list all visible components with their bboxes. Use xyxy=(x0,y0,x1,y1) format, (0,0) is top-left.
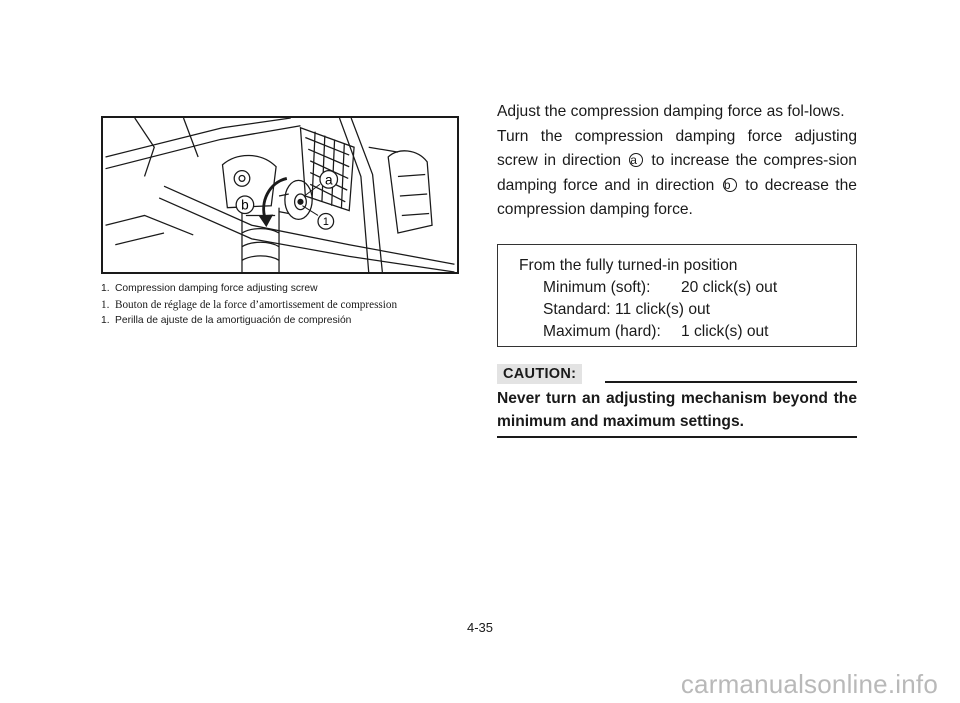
caption-es-text: Perilla de ajuste de la amortiguación de compresión xyxy=(115,315,352,326)
instruction-part-2: to increase the compres-sion damping force and in direction xyxy=(497,152,857,194)
spec-value-minimum: 20 click(s) out xyxy=(681,279,778,296)
caption-spanish xyxy=(101,313,463,329)
spec-row-standard xyxy=(519,299,856,321)
direction-a-marker: a xyxy=(629,153,643,167)
watermark: carmanualsonline.info xyxy=(680,669,938,699)
caption-fr-number: 1. xyxy=(101,299,110,311)
caption-en-number: 1. xyxy=(101,283,110,294)
callout-1-label: 1 xyxy=(322,216,329,229)
instructions xyxy=(497,100,857,223)
instruction-part-1: Turn the compression damping force adjusting screw in direction xyxy=(497,127,857,169)
spec-intro: From the fully turned-in position xyxy=(519,257,738,274)
caption-es-number: 1. xyxy=(101,315,110,326)
spec-label-standard: Standard: xyxy=(543,301,611,318)
caption-en-text: Compression damping force adjusting screw xyxy=(115,283,318,294)
caption-english xyxy=(101,281,463,297)
spec-label-maximum: Maximum (hard): xyxy=(543,323,661,340)
spec-label-minimum: Minimum (soft): xyxy=(543,279,651,296)
spec-row-maximum xyxy=(519,321,856,343)
caution-bottom-rule xyxy=(497,436,857,438)
callout-a-label: a xyxy=(324,172,333,188)
callout-b-label: b xyxy=(241,197,249,213)
callout-b xyxy=(236,196,254,214)
caution-header xyxy=(497,364,857,386)
direction-b-marker: b xyxy=(723,178,737,192)
instruction-intro: Adjust the compression damping force as fol-lows. xyxy=(497,103,845,120)
caution-label: CAUTION: xyxy=(497,364,582,384)
spec-row-minimum xyxy=(519,277,856,299)
callout-1 xyxy=(318,214,334,230)
figure-caption xyxy=(101,281,463,329)
caption-french xyxy=(101,297,463,313)
shock-adjuster-illustration xyxy=(101,116,459,274)
callout-a xyxy=(320,171,338,189)
instruction-part-3: to decrease the compression damping force. xyxy=(497,176,857,218)
instruction-detail xyxy=(497,125,857,223)
page-number: 4-35 xyxy=(466,620,494,635)
spec-value-maximum: 1 click(s) out xyxy=(681,323,769,340)
shock-drawing xyxy=(103,118,457,272)
spec-value-standard: 11 click(s) out xyxy=(614,301,711,318)
caution-top-rule xyxy=(605,381,857,383)
spec-box xyxy=(497,244,857,347)
caution-text: Never turn an adjusting mechanism beyond the minimum and maximum settings. xyxy=(497,390,857,430)
caption-fr-text: Bouton de réglage de la force d’amortissement de compression xyxy=(115,299,398,311)
